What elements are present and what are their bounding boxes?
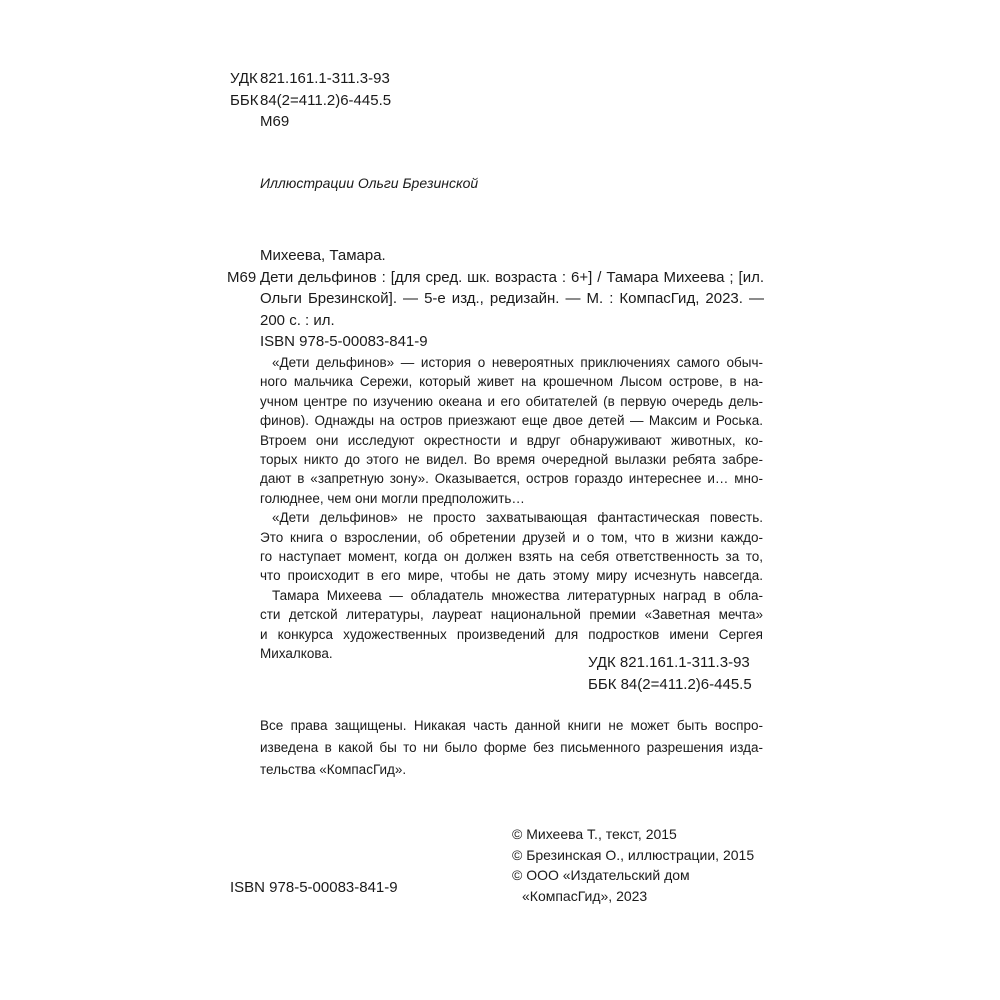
annotation	[260, 353, 763, 664]
annotation-line: Тамара Михеева — обладатель множества литературных наград в обла-	[272, 587, 763, 603]
bbk-code: ББК 84(2=411.2)6-445.5	[588, 675, 752, 693]
record-line: Дети дельфинов : [для сред. шк. возраста : 6+] / Тамара Михеева ; [ил.	[260, 268, 764, 286]
copyright-block	[512, 824, 754, 906]
record-body	[227, 267, 764, 332]
annotation-line: го наступает момент, когда он должен взять на себя ответственность за то,	[260, 549, 763, 565]
classification-block	[230, 68, 391, 133]
record-line: 200 с. : ил.	[260, 311, 335, 329]
copyright-line: «КомпасГид», 2023	[522, 887, 648, 904]
rights-line: тельства «КомпасГид».	[260, 762, 407, 777]
bibliographic-record	[227, 245, 764, 353]
annotation-line: голюднее, чем они могли предположить…	[260, 490, 525, 506]
author-mark-top: М69	[260, 113, 290, 130]
author-mark: М69	[227, 268, 257, 286]
udk-value: 821.161.1-311.3-93	[260, 70, 390, 87]
annotation-line: что происходит в его мире, чтобы не дать этому миру исчезнуть навсегда.	[260, 568, 763, 584]
rights-line: изведена в какой бы то ни было форме без письменного разрешения изда-	[260, 740, 763, 755]
annotation-line: «Дети дельфинов» не просто захватывающая фантастическая повесть.	[272, 510, 763, 526]
copyright-line: © ООО «Издательский дом	[512, 867, 690, 883]
annotation-line: сти детской литературы, лауреат национальной премии «Заветная мечта»	[260, 607, 763, 623]
record-line: Ольги Брезинской]. — 5-е изд., редизайн. — М. : КомпасГид, 2023. —	[260, 290, 764, 307]
annotation-line: и конкурса художественных произведений для подростков имени Сергея	[260, 626, 763, 642]
annotation-line: Это книга о взрослении, об обретении друзей и о том, что в жизни каждо-	[260, 529, 763, 545]
annotation-line: дают в «запретную зону». Оказывается, остров гораздо интереснее и… мно-	[260, 471, 763, 487]
copyright-line: © Михеева Т., текст, 2015	[512, 826, 677, 842]
copyright-line: © Брезинская О., иллюстрации, 2015	[512, 846, 755, 863]
annotation-line: финов). Однажды на остров приезжают еще двое детей — Максим и Роська.	[260, 413, 763, 429]
annotation-line: Втроем они исследуют окрестности и вдруг обнаруживают животных, ко-	[260, 432, 763, 448]
author-mark-row	[230, 111, 391, 133]
classification-codes-bottom	[588, 652, 752, 695]
rights-notice	[260, 715, 763, 781]
udk-label: УДК	[230, 70, 258, 87]
annotation-line: Михалкова.	[260, 646, 333, 662]
annotation-line: учном центре по изучению океана и его обитателей (в первую очередь дель-	[260, 393, 763, 409]
illustrator-credit: Иллюстрации Ольги Брезинской	[260, 175, 479, 191]
isbn-bottom: ISBN 978-5-00083-841-9	[230, 879, 398, 896]
udk-row	[230, 68, 391, 90]
isbn-record: ISBN 978-5-00083-841-9	[260, 333, 428, 350]
annotation-line: «Дети дельфинов» — история о невероятных приключениях самого обыч-	[272, 355, 763, 370]
bbk-row	[230, 90, 391, 112]
author-heading: Михеева, Тамара.	[260, 247, 386, 264]
bbk-label: ББК	[230, 91, 259, 109]
annotation-line: ного мальчика Сережи, который живет на крошечном Лысом острове, в на-	[260, 374, 763, 390]
rights-line: Все права защищены. Никакая часть данной книги не может быть воспро-	[260, 718, 763, 733]
udk-code: УДК 821.161.1-311.3-93	[588, 654, 750, 671]
annotation-line: торых никто до этого не видел. Во время очередной вылазки ребята забре-	[260, 452, 763, 468]
bbk-value: 84(2=411.2)6-445.5	[260, 91, 392, 109]
